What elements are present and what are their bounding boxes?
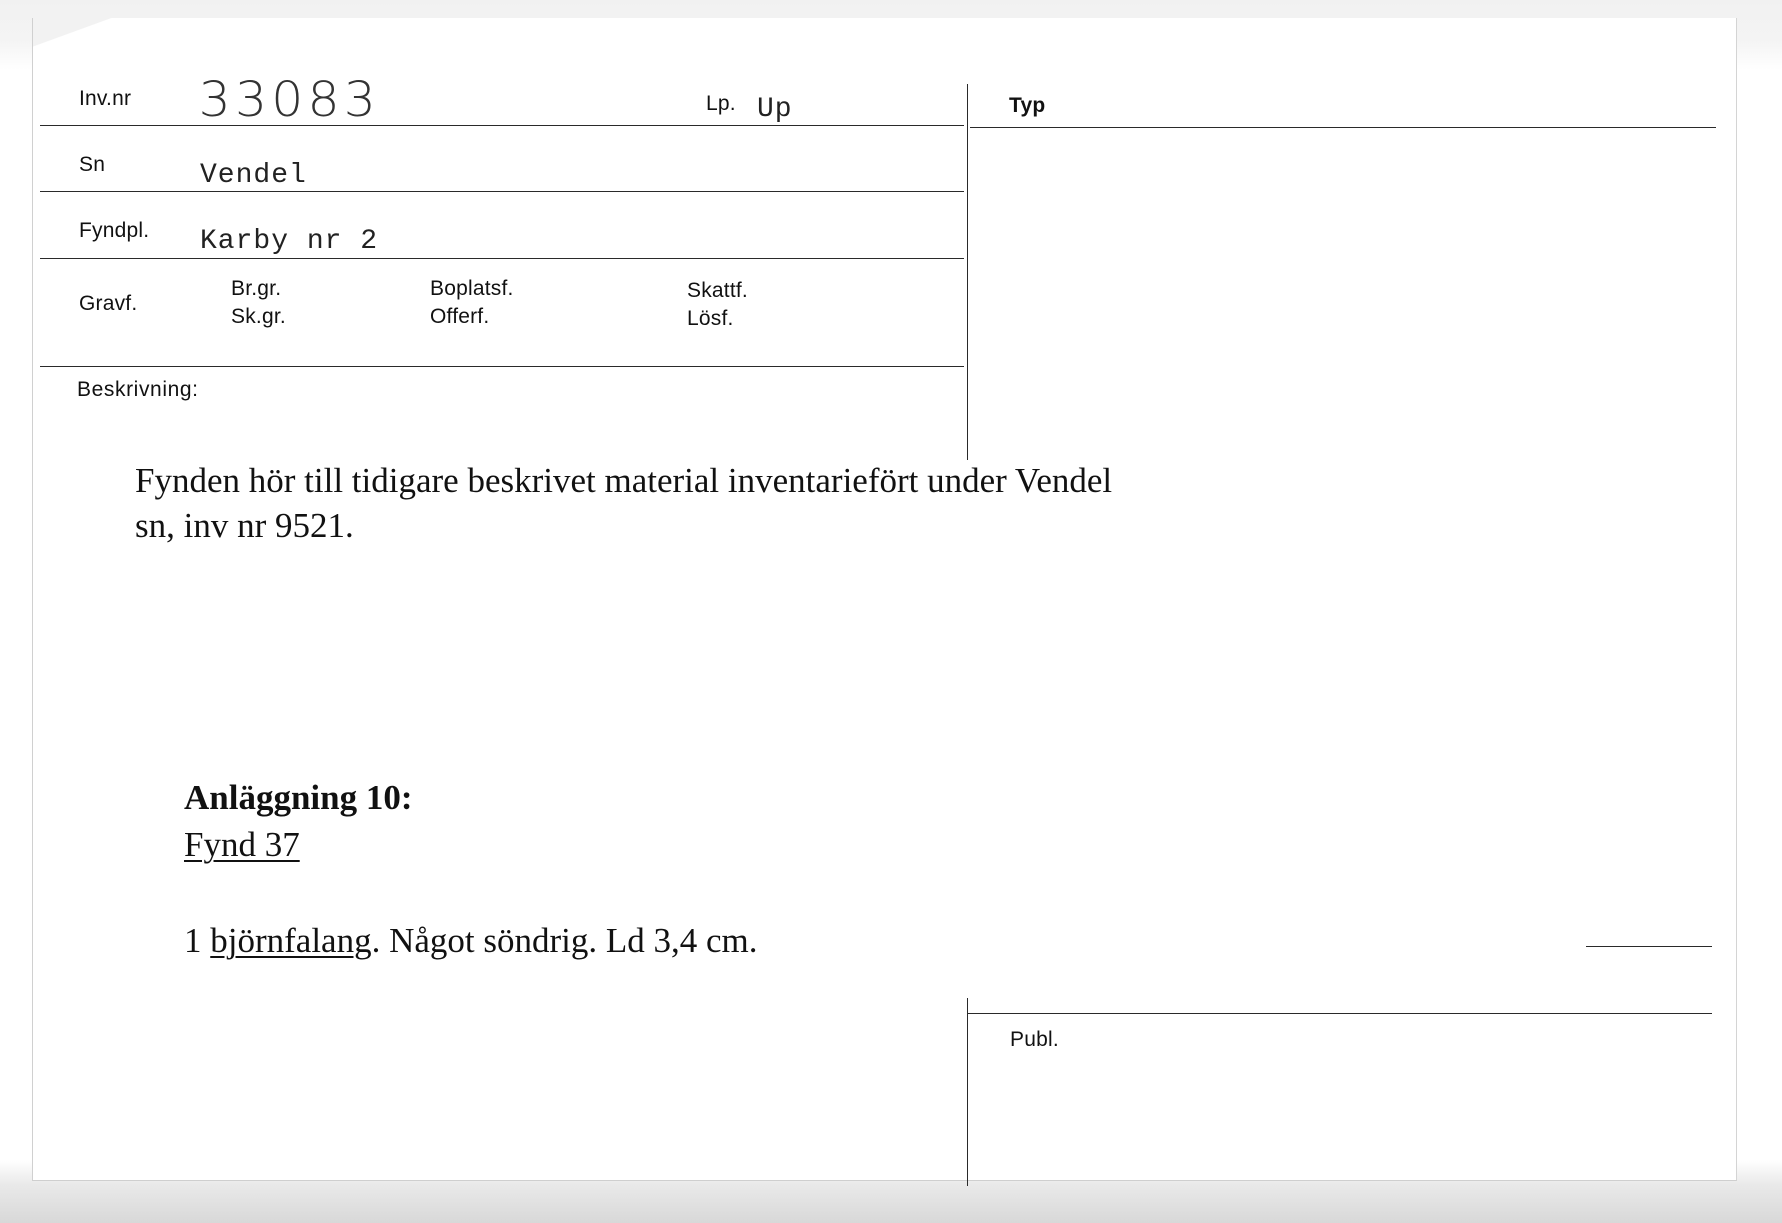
beskrivning-label: Beskrivning: bbox=[77, 378, 199, 401]
item-name: björnfalang bbox=[210, 921, 372, 960]
losf-label: Lösf. bbox=[687, 307, 734, 330]
find-description bbox=[184, 921, 758, 961]
typ-label: Typ bbox=[1009, 94, 1046, 117]
rule-right-short bbox=[1586, 946, 1712, 947]
description-line-1: Fynden hör till tidigare beskrivet material inventariefört under Vendel bbox=[135, 461, 1113, 500]
fyndpl-value: Karby nr 2 bbox=[200, 226, 379, 257]
item-details: . Något söndrig. Ld 3,4 cm. bbox=[371, 921, 758, 960]
vertical-divider-lower bbox=[967, 998, 968, 1186]
gravf-label: Gravf. bbox=[79, 292, 138, 315]
fynd-number: Fynd 37 bbox=[184, 825, 300, 864]
catalog-card bbox=[32, 18, 1737, 1181]
publ-label: Publ. bbox=[1010, 1028, 1059, 1051]
rule-row-invnr bbox=[40, 125, 964, 126]
vertical-divider-upper bbox=[967, 84, 968, 460]
rule-publ bbox=[968, 1013, 1712, 1014]
sn-value: Vendel bbox=[200, 160, 307, 191]
fyndpl-label: Fyndpl. bbox=[79, 219, 150, 242]
sn-label: Sn bbox=[79, 153, 106, 176]
rule-row-gravf bbox=[40, 366, 964, 367]
anlaggning-heading: Anläggning 10: bbox=[184, 778, 413, 817]
lp-value: Up bbox=[757, 94, 793, 125]
description-line-2: sn, inv nr 9521. bbox=[135, 506, 354, 545]
boplatsf-label: Boplatsf. bbox=[430, 277, 514, 300]
lp-label: Lp. bbox=[706, 92, 736, 115]
rule-row-sn bbox=[40, 191, 964, 192]
folded-corner bbox=[33, 18, 123, 48]
brgr-label: Br.gr. bbox=[231, 277, 282, 300]
invnr-label: Inv.nr bbox=[79, 87, 132, 110]
offerf-label: Offerf. bbox=[430, 305, 490, 328]
item-count: 1 bbox=[184, 921, 211, 960]
skattf-label: Skattf. bbox=[687, 279, 748, 302]
rule-row-fyndpl bbox=[40, 258, 964, 259]
skgr-label: Sk.gr. bbox=[231, 305, 286, 328]
invnr-value: 33083 bbox=[198, 72, 381, 128]
rule-typ bbox=[970, 127, 1716, 128]
